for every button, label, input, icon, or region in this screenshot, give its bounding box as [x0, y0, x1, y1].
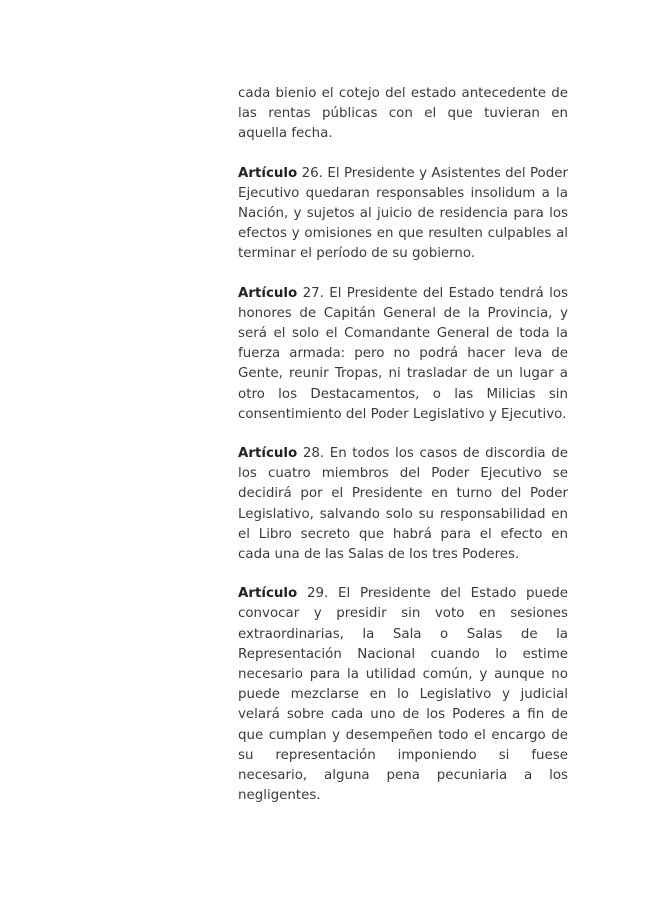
article-29: [238, 584, 568, 806]
article-text: El Presidente del Estado tendrá los honores de Capitán General de la Provincia, y será el solo el Comandante General de toda la fuerza armada: pero no podrá hacer leva de Gente, reunir Tropas, ni trasladar de un lugar a otro los Destacamentos, o las Milicias sin consentimiento del Poder Legislativo y Ejecutivo.: [238, 285, 568, 422]
article-number: 28.: [302, 446, 325, 462]
article-label: Artículo: [238, 446, 298, 462]
article-number: 26.: [301, 165, 323, 181]
article-label: Artículo: [238, 165, 298, 181]
article-number: 27.: [302, 285, 324, 301]
article-27: [238, 284, 568, 425]
text-column: [238, 84, 568, 826]
article-28: [238, 444, 568, 565]
article-label: Artículo: [238, 586, 298, 602]
intro-paragraph: cada bienio el cotejo del estado antecedente de las rentas públicas con el que tuvieran en aquella fecha.: [238, 86, 568, 142]
article-26: [238, 164, 568, 265]
article-text: El Presidente y Asistentes del Poder Ejecutivo quedaran responsables insolidum a la Nación, y sujetos al juicio de residencia para los efectos y omisiones en que resulten culpables al terminar el período de su gobierno.: [238, 165, 568, 262]
article-label: Artículo: [238, 285, 298, 301]
article-text: El Presidente del Estado puede convocar y presidir sin voto en sesiones extraordinarias, la Sala o Salas de la Representación Nacional cuando lo estime necesario para la utilidad común, y aunque no puede mezclarse en lo Legislativo y judicial velará sobre cada uno de los Poderes a fin de que cumplan y desempeñen todo el encargo de su representación imponiendo si fuese necesario, alguna pena pecuniaria a los negligentes.: [238, 586, 568, 804]
article-text: En todos los casos de discordia de los cuatro miembros del Poder Ejecutivo se decidirá por el Presidente en turno del Poder Legislativo, salvando solo su responsabilidad en el Libro secreto que habrá para el efecto en cada una de las Salas de los tres Poderes.: [238, 446, 568, 563]
article-number: 29.: [306, 586, 329, 602]
